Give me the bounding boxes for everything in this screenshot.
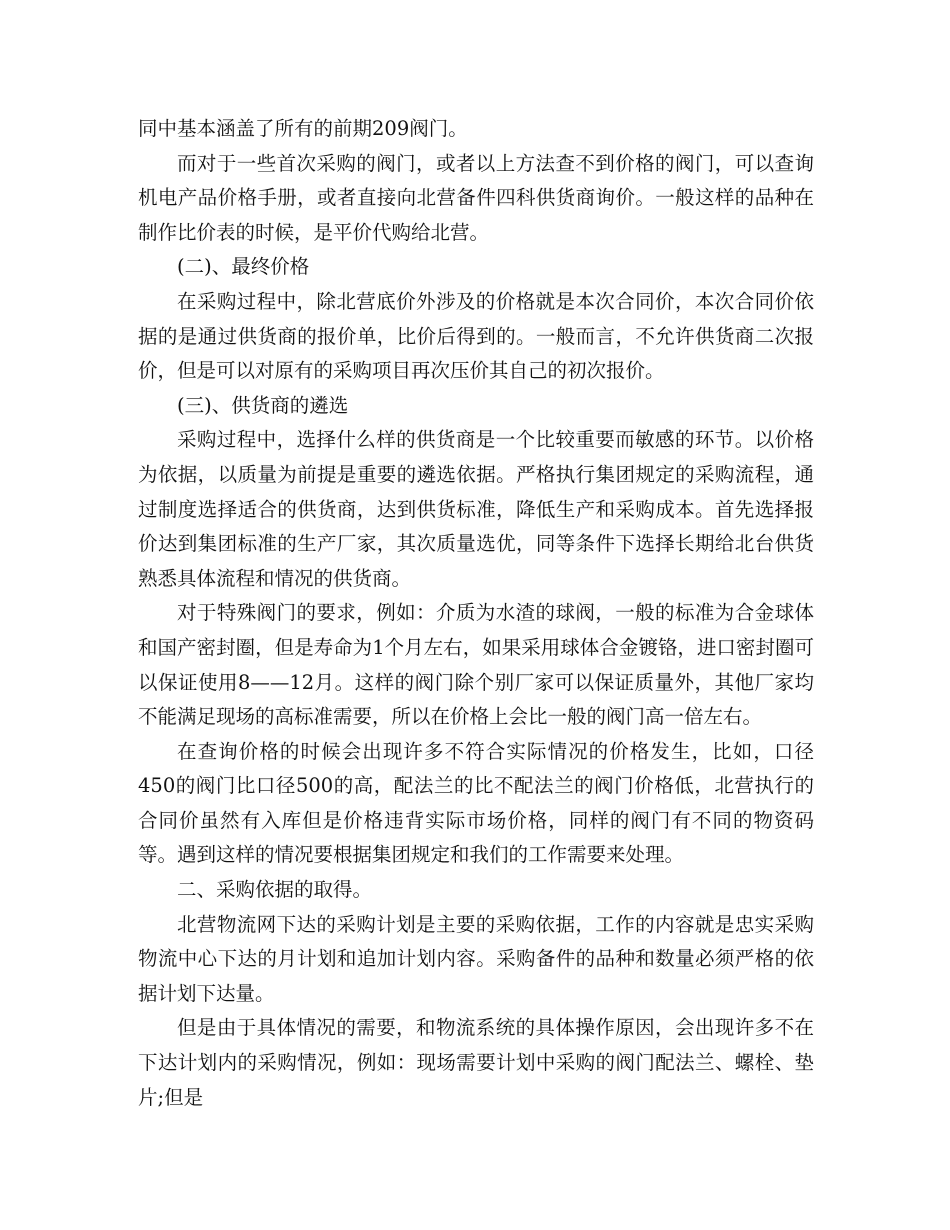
paragraph-special-valves: 对于特殊阀门的要求，例如：介质为水渣的球阀，一般的标准为合金球体和国产密封圈，但是寿命为1个月左右，如果采用球体合金镀铬，进口密封圈可以保证使用8——12月。这样的阀门除个别厂家可以保证质量外，其他厂家均不能满足现场的高标准需要，所以在价格上会比一般的阀门高一倍左右。 (138, 601, 814, 729)
paragraph-supplier-selection: 采购过程中，选择什么样的供货商是一个比较重要而敏感的环节。以价格为依据，以质量为前提是重要的遴选依据。严格执行集团规定的采购流程，通过制度选择适合的供货商，达到供货标准，降低生产和采购成本。首先选择报价达到集团标准的生产厂家，其次质量选优，同等条件下选择长期给北台供货熟悉具体流程和情况的供货商。 (138, 428, 814, 590)
section-heading-purchase-basis: 二、采购依据的取得。 (177, 878, 373, 902)
section-heading-final-price: (二)、最终价格 (177, 255, 310, 279)
paragraph-final-price: 在采购过程中，除北营底价外涉及的价格就是本次合同价，本次合同价依据的是通过供货商的报价单，比价后得到的。一般而言，不允许供货商二次报价，但是可以对原有的采购项目再次压价其自己的初次报价。 (138, 289, 814, 383)
document-body (138, 112, 814, 1115)
paragraph-continuation: 同中基本涵盖了所有的前期209阀门。 (138, 117, 468, 140)
paragraph-purchase-plan: 北营物流网下达的采购计划是主要的采购依据，工作的内容就是忠实采购物流中心下达的月计划和追加计划内容。采购备件的品种和数量必须严格的依据计划下达量。 (138, 912, 814, 1005)
paragraph-price-anomalies: 在查询价格的时候会出现许多不符合实际情况的价格发生，比如，口径450的阀门比口径500的高，配法兰的比不配法兰的阀门价格低，北营执行的合同价虽然有入库但是价格违背实际市场价格，同样的阀门有不同的物资码等。遇到这样的情况要根据集团规定和我们的工作需要来处理。 (138, 739, 814, 867)
section-heading-supplier-selection: (三)、供货商的遴选 (177, 393, 349, 417)
paragraph-unplanned-purchases: 但是由于具体情况的需要，和物流系统的具体操作原因，会出现许多不在下达计划内的采购情况，例如：现场需要计划中采购的阀门配法兰、螺栓、垫片;但是 (138, 1016, 814, 1109)
paragraph-first-purchase-valves: 而对于一些首次采购的阀门，或者以上方法查不到价格的阀门，可以查询机电产品价格手册，或者直接向北营备件四科供货商询价。一般这样的品种在制作比价表的时候，是平价代购给北营。 (138, 151, 814, 244)
